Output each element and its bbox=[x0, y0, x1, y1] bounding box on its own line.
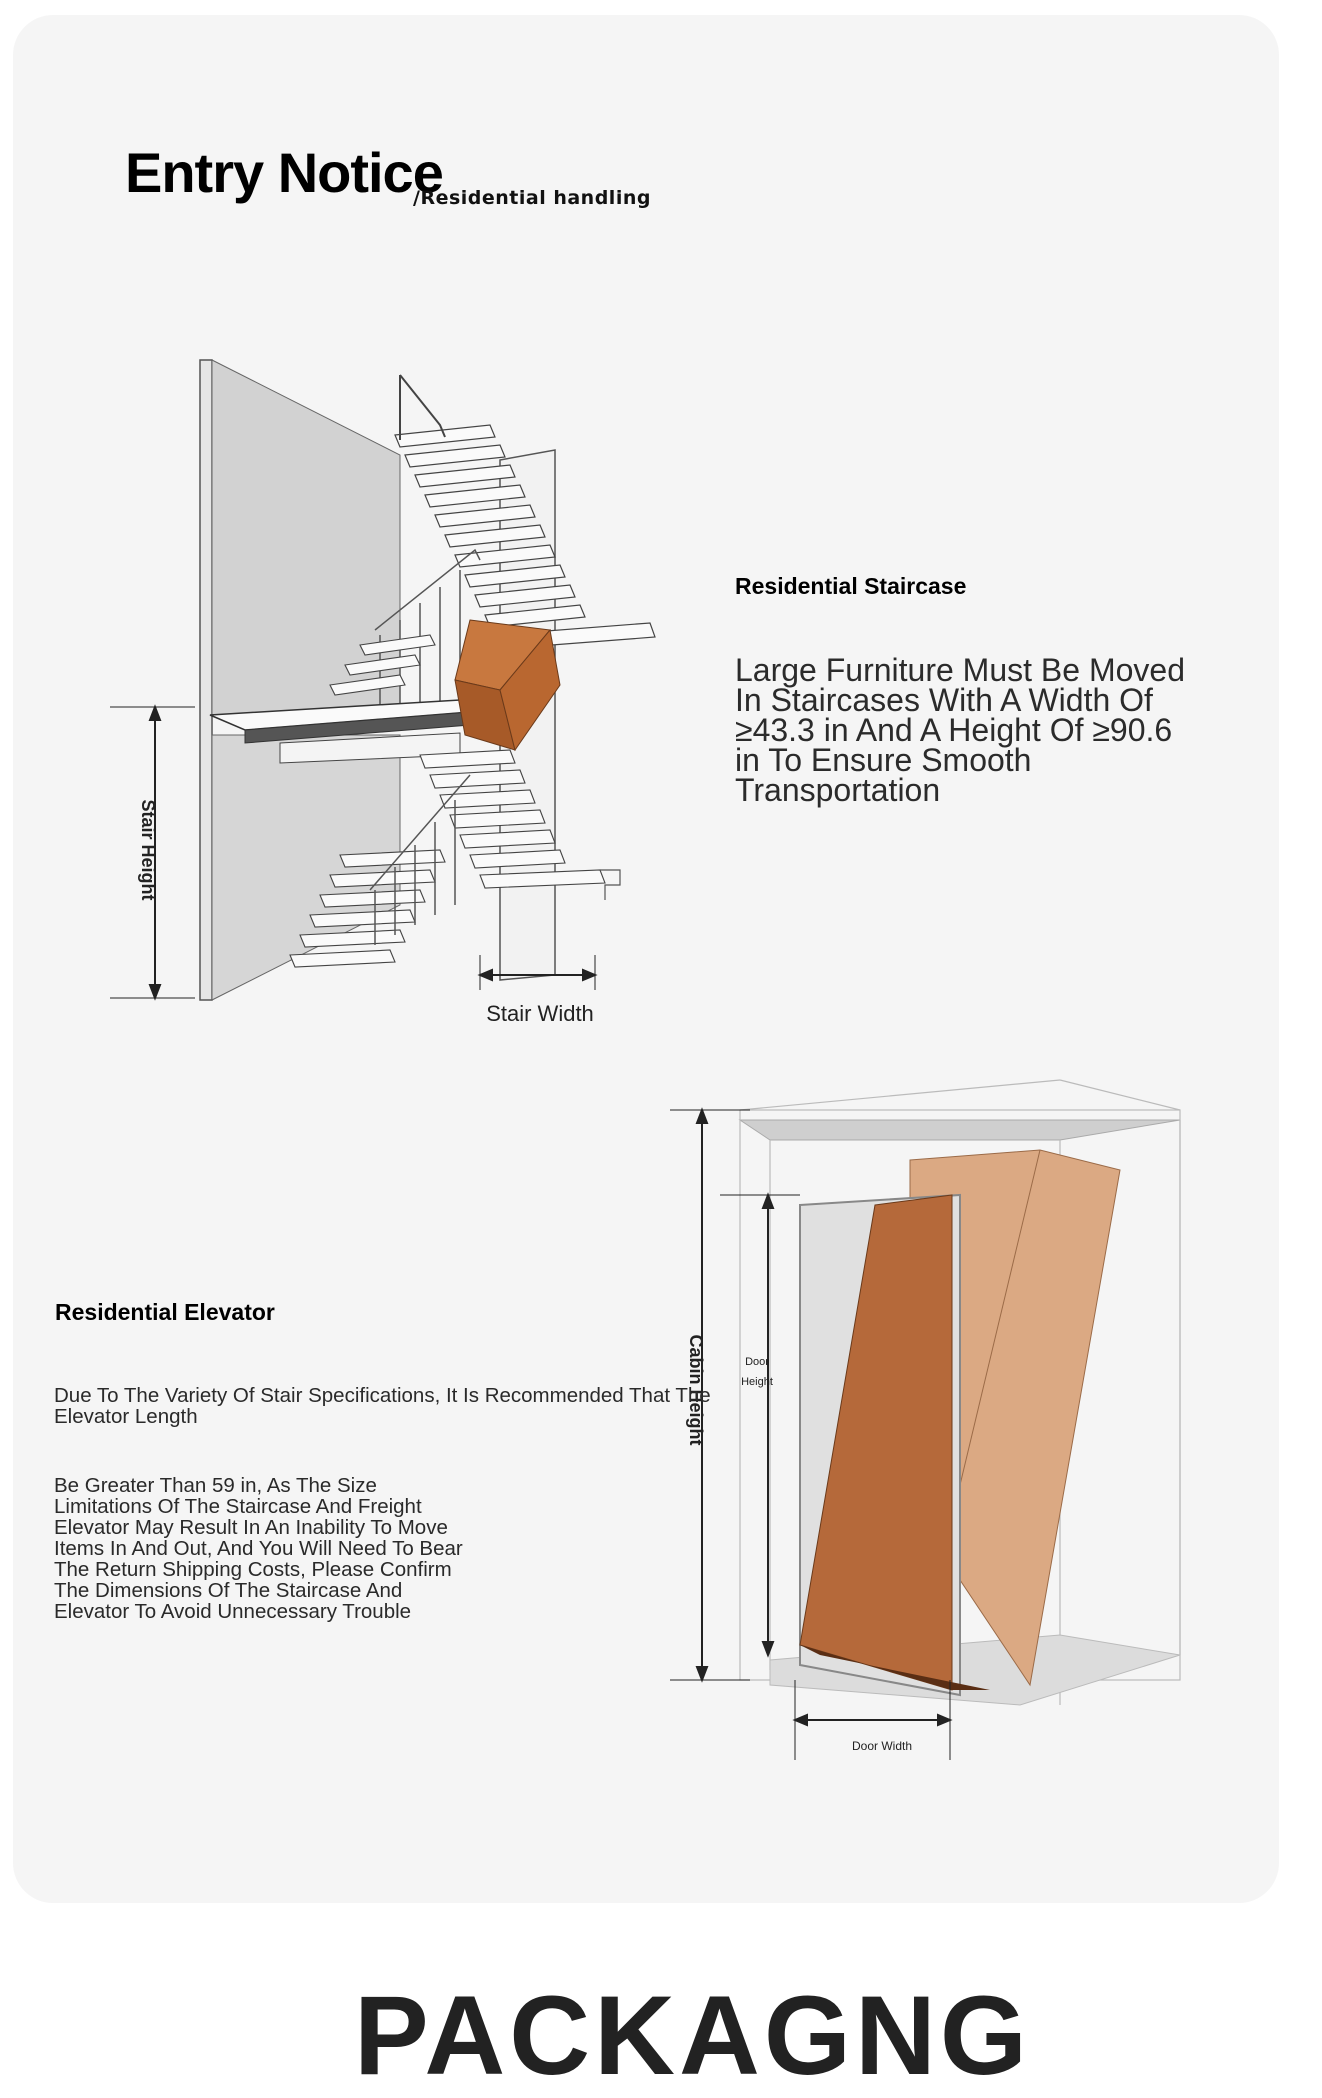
page-title: Entry Notice bbox=[125, 141, 443, 204]
stair-back-wall bbox=[200, 360, 212, 1000]
cabin-height-label: Cabin Height bbox=[686, 1334, 706, 1446]
door-width-label: Door Width bbox=[851, 1739, 913, 1753]
cabin-ceiling bbox=[740, 1120, 1180, 1140]
door-height-label-1: Door bbox=[745, 1356, 769, 1368]
stair-height-label: Stair Height bbox=[138, 799, 158, 901]
door-height-label-2: Height bbox=[741, 1376, 773, 1388]
page-subtitle: /Residential handling bbox=[413, 187, 651, 209]
stair-width-label: Stair Width bbox=[486, 1001, 594, 1026]
elevator-intro: Due To The Variety Of Stair Specifications, It Is Recommended That The Elevator Length bbox=[54, 1384, 711, 1428]
elevator-details: Be Greater Than 59 in, As The Size Limitations Of The Staircase And Freight Elevator May Result In An Inability To Move Items In And Out, And You Will Need To Bear The Return Shipping Costs, Please Confirm The Dimensions Of The Staircase And Elevator To Avoid Unnecessary Trouble bbox=[54, 1474, 463, 1623]
elevator-illustration bbox=[660, 1065, 1220, 1765]
upper-rail bbox=[400, 375, 445, 437]
elevator-heading: Residential Elevator bbox=[55, 1299, 275, 1325]
staircase-illustration bbox=[100, 345, 680, 1050]
staircase-heading: Residential Staircase bbox=[735, 573, 967, 599]
staircase-description: Large Furniture Must Be Moved In Staircases With A Width Of ≥43.3 in And A Height Of ≥90.6 in To Ensure Smooth Transportation bbox=[735, 652, 1185, 808]
packaging-section-title: PACKAGNG bbox=[354, 1973, 1032, 2098]
